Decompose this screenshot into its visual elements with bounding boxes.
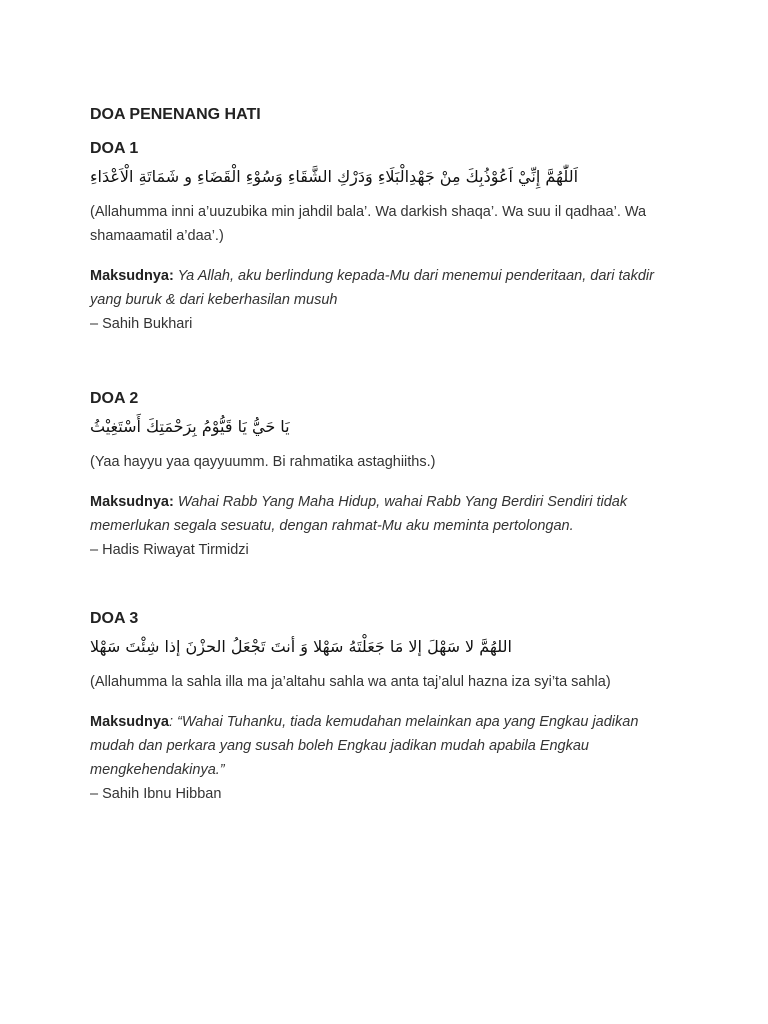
transliteration: (Allahumma la sahla illa ma ja’altahu sahla wa anta taj’alul hazna iza syi’ta sahla) bbox=[90, 674, 611, 690]
arabic-text: اَللّٰهُمَّ إِنِّيْ اَعُوْذُبِكَ مِنْ جَهْدِالْبَلَاءِ وَدَرْكِ الشَّقَاءِ وَسُوْءِ الْقَضَاءِ و شَمَاتَةِ الْاَعْدَاءِ bbox=[90, 167, 579, 186]
transliteration: (Allahumma inni a’uuzubika min jahdil bala’. Wa darkish shaqa’. Wa suu il qadhaa’. Wa shamaamatil a’daa’.) bbox=[90, 204, 647, 244]
meaning-label: Maksudnya: bbox=[90, 268, 174, 284]
document-title: DOA PENENANG HATI bbox=[90, 106, 261, 123]
meaning-label: Maksudnya bbox=[90, 714, 169, 730]
source-citation: – Sahih Bukhari bbox=[90, 316, 193, 332]
source-citation: – Sahih Ibnu Hibban bbox=[90, 786, 222, 802]
arabic-text: يَا حَيُّ يَا قَيُّوْمُ بِرَحْمَتِكَ أَسْتَغِيْثُ bbox=[90, 417, 290, 436]
meaning-text: Ya Allah, aku berlindung kepada-Mu dari menemui penderitaan, dari takdir yang buruk & dari keberhasilan musuh bbox=[90, 268, 654, 308]
arabic-text: اللهُمَّ لا سَهْلَ إلا مَا جَعَلْتَهُ سَهْلا وَ أنتَ تَجْعَلُ الحزْنَ إذا شِئْتَ سَهْلا bbox=[90, 637, 512, 656]
doa-heading: DOA 1 bbox=[90, 140, 139, 157]
transliteration: (Yaa hayyu yaa qayyuumm. Bi rahmatika astaghiiths.) bbox=[90, 454, 436, 470]
meaning-label: Maksudnya: bbox=[90, 494, 174, 510]
meaning-text: : “Wahai Tuhanku, tiada kemudahan melainkan apa yang Engkau jadikan mudah dan perkara yang susah boleh Engkau jadikan mudah apabila Engkau mengkehendakinya.” bbox=[90, 714, 639, 778]
doa-section-1 bbox=[90, 138, 680, 336]
source-citation: – Hadis Riwayat Tirmidzi bbox=[90, 542, 249, 558]
meaning bbox=[90, 490, 680, 538]
document-page bbox=[90, 104, 680, 852]
doa-heading: DOA 3 bbox=[90, 610, 139, 627]
doa-section-2 bbox=[90, 388, 680, 562]
doa-heading: DOA 2 bbox=[90, 390, 139, 407]
doa-section-3 bbox=[90, 608, 680, 806]
meaning bbox=[90, 710, 680, 782]
meaning-text: Wahai Rabb Yang Maha Hidup, wahai Rabb Yang Berdiri Sendiri tidak memerlukan segala sesuatu, dengan rahmat-Mu aku meminta pertolongan. bbox=[90, 494, 628, 534]
meaning bbox=[90, 264, 680, 312]
